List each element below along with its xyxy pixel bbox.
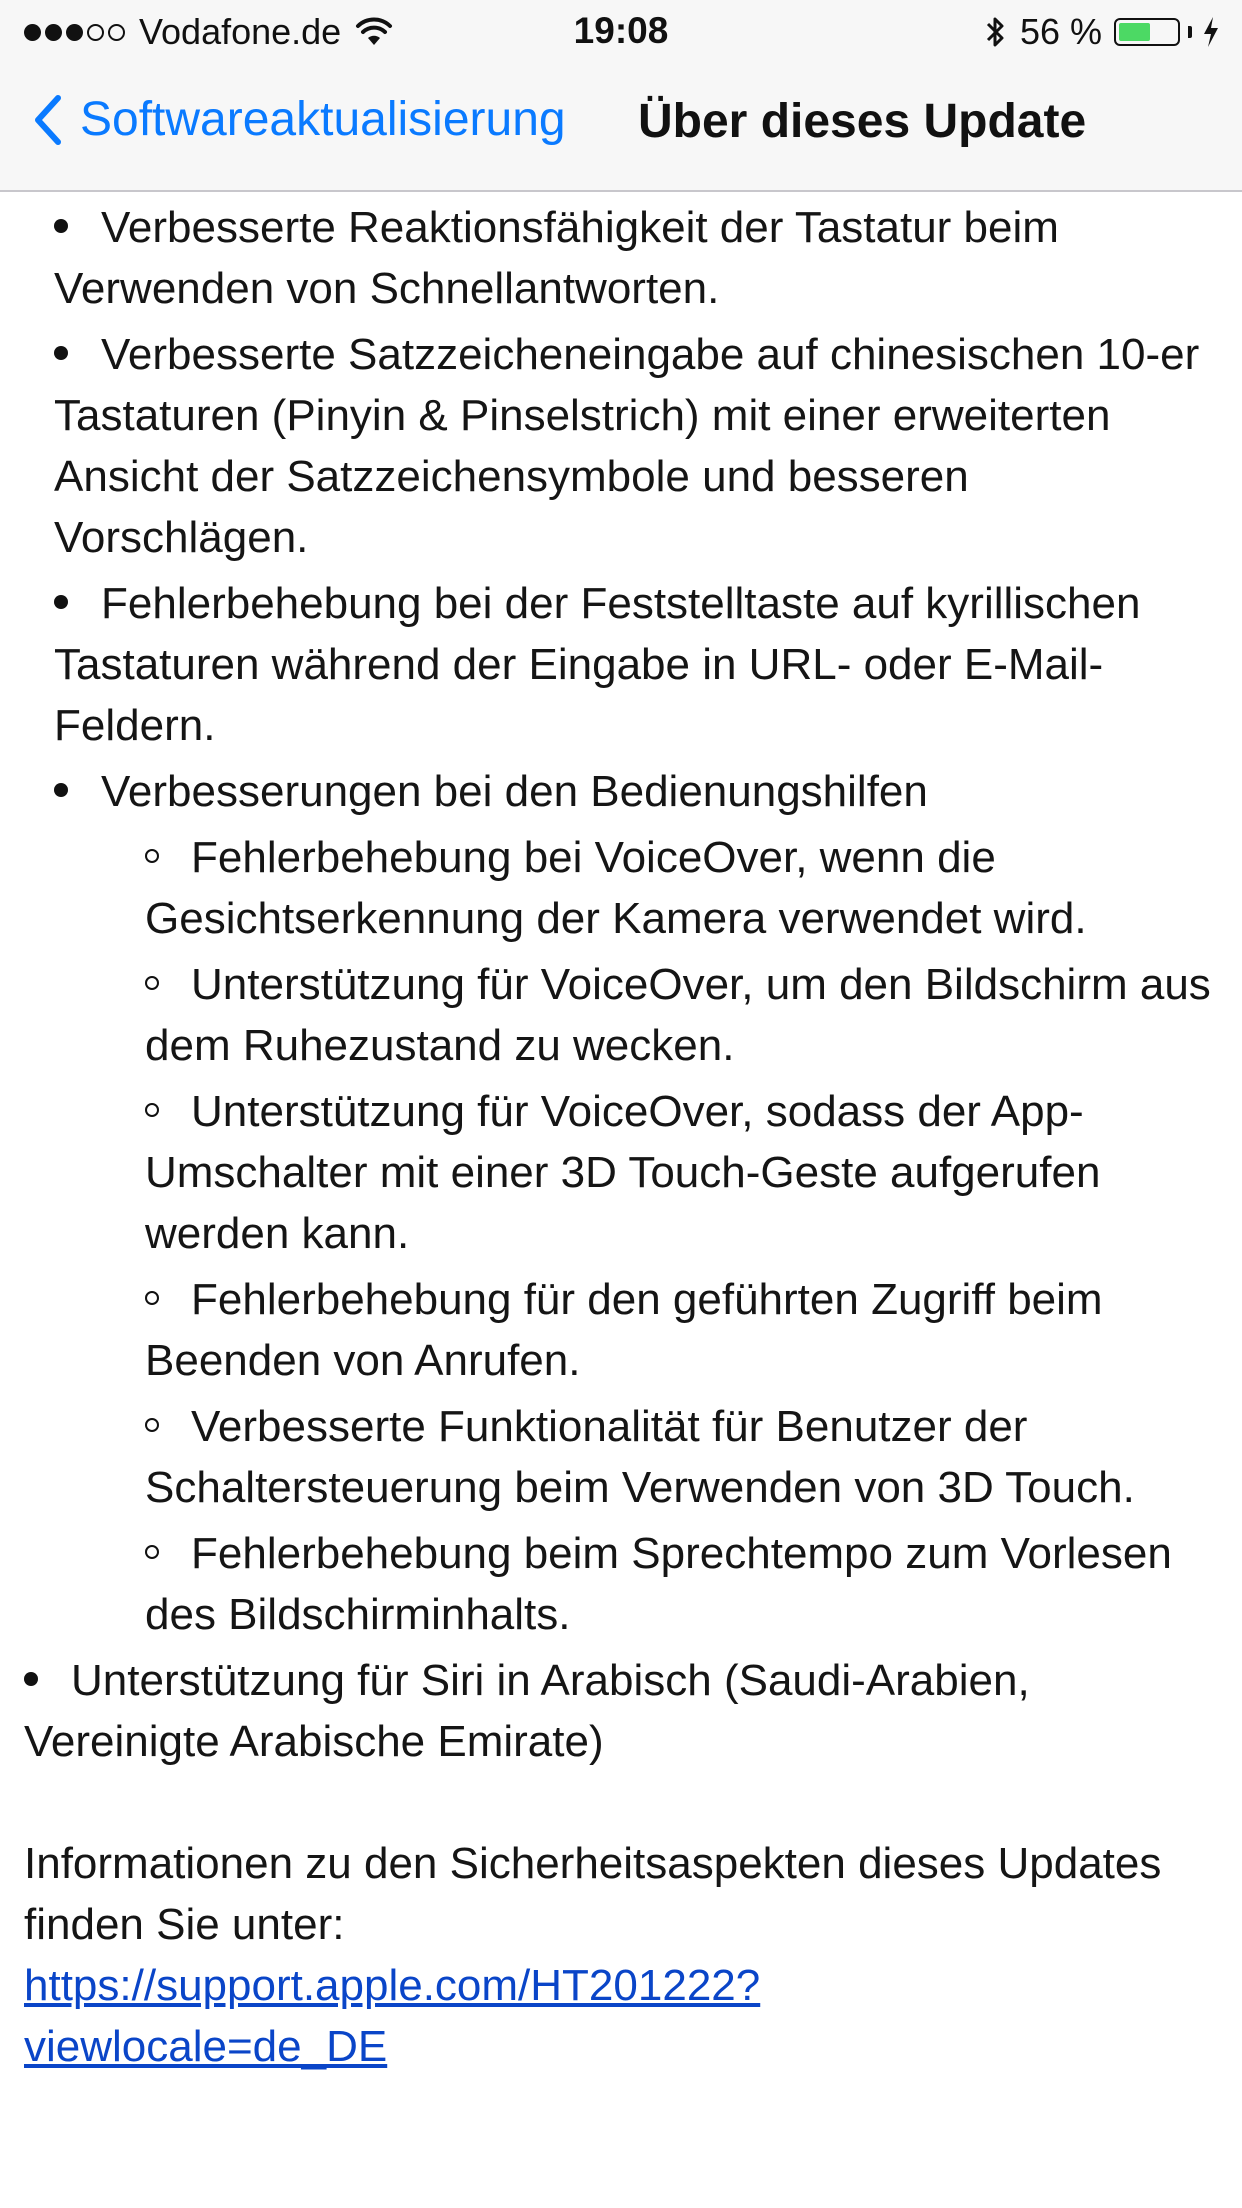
battery-icon: [1114, 18, 1180, 46]
sub-list-item: [145, 1396, 1222, 1518]
battery-level-fill: [1119, 23, 1150, 41]
circle-bullet-icon: [145, 1545, 159, 1559]
sub-list-item: [145, 1523, 1222, 1645]
list-item-text: Unterstützung für Siri in Arabisch (Saudi-Arabien, Vereinigte Arabische Emirate): [24, 1656, 1030, 1766]
status-right: [984, 12, 1220, 52]
security-link[interactable]: [24, 1955, 1222, 2077]
chevron-left-icon: [34, 95, 62, 145]
bullet-icon: [54, 219, 68, 233]
circle-bullet-icon: [145, 976, 159, 990]
sub-list-item-text: Fehlerbehebung beim Sprechtempo zum Vorlesen des Bildschirminhalts.: [145, 1529, 1172, 1639]
circle-bullet-icon: [145, 1103, 159, 1117]
circle-bullet-icon: [145, 849, 159, 863]
charging-bolt-icon: [1202, 16, 1220, 48]
circle-bullet-icon: [145, 1418, 159, 1432]
battery-percentage: 56 %: [1019, 11, 1102, 52]
list-item: [54, 197, 1222, 319]
sub-list-item: [145, 1269, 1222, 1391]
list-item: [24, 1650, 1222, 1772]
page-title: Über dieses Update: [638, 95, 1087, 148]
navigation-bar: [0, 64, 1242, 192]
list-item: [54, 573, 1222, 756]
list-item: [54, 324, 1222, 568]
security-link-line: viewlocale=de_DE: [24, 2022, 388, 2071]
circle-bullet-icon: [145, 1291, 159, 1305]
back-button[interactable]: [34, 92, 566, 147]
list-item-text: Verbesserte Reaktionsfähigkeit der Tastatur beim Verwenden von Schnellantworten.: [54, 203, 1059, 313]
list-item-text: Verbesserte Satzzeicheneingabe auf chinesischen 10-er Tastaturen (Pinyin & Pinselstrich) mit einer erweiterten Ansicht der Satzzeichensymbole und besseren Vorschlägen.: [54, 330, 1200, 562]
carrier-name: Vodafone.de: [139, 11, 342, 52]
sub-list-item: [145, 827, 1222, 949]
sub-list-item-text: Fehlerbehebung bei VoiceOver, wenn die Gesichtserkennung der Kamera verwendet wird.: [145, 833, 1087, 943]
status-bar: [0, 0, 1242, 64]
sub-list-item-text: Unterstützung für VoiceOver, sodass der App-Umschalter mit einer 3D Touch-Geste aufgerufen werden kann.: [145, 1087, 1101, 1258]
sub-list-item-text: Unterstützung für VoiceOver, um den Bildschirm aus dem Ruhezustand zu wecken.: [145, 960, 1211, 1070]
bullet-icon: [54, 346, 68, 360]
sub-list-item-text: Fehlerbehebung für den geführten Zugriff beim Beenden von Anrufen.: [145, 1275, 1103, 1385]
security-info-text: Informationen zu den Sicherheitsaspekten dieses Updates finden Sie unter:: [24, 1839, 1162, 1949]
release-notes[interactable]: [0, 136, 1242, 2077]
bullet-icon: [54, 783, 68, 797]
back-button-label: Softwareaktualisierung: [80, 93, 566, 146]
sub-list-item: [145, 1081, 1222, 1264]
list-item-text: Verbesserungen bei den Bedienungshilfen: [101, 767, 928, 816]
bluetooth-icon: [984, 14, 1006, 50]
bullet-icon: [24, 1672, 38, 1686]
battery-cap: [1188, 26, 1192, 38]
sub-list-item-text: Verbesserte Funktionalität für Benutzer der Schaltersteuerung beim Verwenden von 3D Touch.: [145, 1402, 1135, 1512]
list-item-text: Fehlerbehebung bei der Feststelltaste auf kyrillischen Tastaturen während der Eingabe in URL- oder E-Mail-Feldern.: [54, 579, 1141, 750]
status-time: 19:08: [573, 10, 669, 51]
sub-list-item: [145, 954, 1222, 1076]
bullet-icon: [54, 595, 68, 609]
security-info: [24, 1833, 1222, 2077]
security-link-line: https://support.apple.com/HT201222?: [24, 1961, 761, 2010]
list-item: [54, 761, 1222, 822]
